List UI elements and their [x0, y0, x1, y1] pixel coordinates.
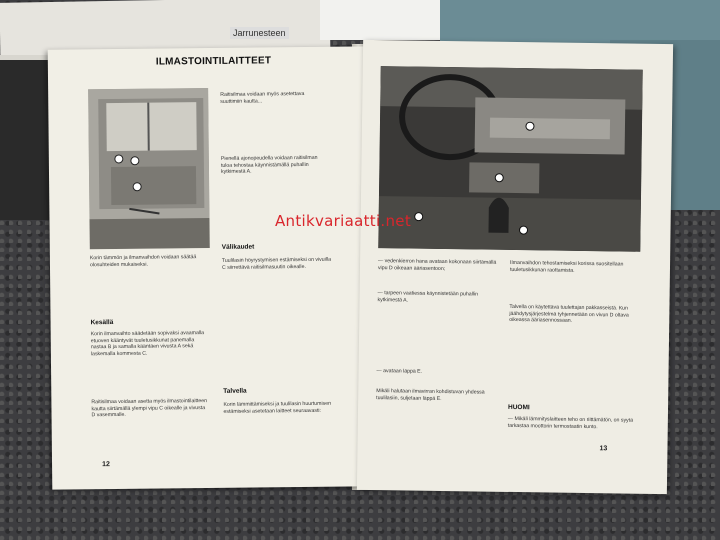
right-text-2: — tarpeen vaatiessa käynnistetään puhallin kytkimestä A. [377, 290, 479, 304]
intro-text-1: Raitisilmaa voidaan myös asetettava suuttimiin kautta... [220, 91, 305, 105]
booklet-page-right [357, 40, 673, 494]
talvella-text: Korin lämmittämiseksi ja tuulilasin huurtumisen estämiseksi asetetaan laitteet seuraavasti: [223, 400, 332, 415]
booklet-page-left [48, 46, 373, 489]
page-number-right: 13 [599, 445, 608, 453]
intro-text-2: Pienellä ajonopeudella voidaan raitisilman tuloa tehostaa käynnistämällä puhallin kytkimestä A. [220, 154, 318, 176]
valikaudet-text: Tuulilasin höyrystymisen estämiseksi on vivuilla C siirrettävä raitisilmasuutin oikealle. [221, 256, 332, 271]
background-doc-label: Jarrunesteen [230, 28, 289, 38]
right-text-1: — vedenkierron hana avataan kokonaan siirtämällä vipu D oikeaan ääriasentoon; [377, 258, 497, 272]
right-col2-text-2: Talvella on käytettävä tuulettajan pakkasseistä. Kun jäähdytysjärjestelmä tyhjennetään on vivun D oltava oikeassa ääriasennossaan. [509, 303, 629, 324]
heading-valikaudet: Välikaudet [221, 243, 255, 251]
heading-talvella: Talvella [223, 387, 247, 395]
background-paper-top [320, 0, 460, 40]
right-col2-text: Ilmanvaihdon tehostamiseksi korissa suositellaan tuuletusikkunan raottamista. [509, 259, 624, 274]
watermark-text: Antikvariaatti.net [275, 212, 412, 230]
right-text-4: Mikäli halutaan ilmavirran kohdistuvan yhdessä tuulilasiin, suljetaan läppä E. [376, 388, 485, 402]
page-number-left: 12 [102, 461, 110, 469]
huomi-heading: HUOMI [507, 403, 530, 412]
dashboard-photo [378, 66, 643, 252]
kesalla-text: Korin ilmanvaihto säädetään sopivaksi avaamalla etuoven kääntyvät tuuletusikkunat panemalla nastaa B ja samalla kääntäen vivusta A sekä laskemalla kommesta C. [90, 330, 205, 358]
page-title: ILMASTOINTILAITTEET [155, 55, 272, 68]
kesalla-text-2: Raitisilmaa voidaan asetta myös ilmastointilaitteen kautta siirtämällä ylempi vipu C oikealle ja vivusta D vasemmalle. [91, 398, 208, 419]
heading-kesalla: Kesällä [90, 319, 114, 327]
car-door-photo [88, 88, 210, 249]
right-text-3: — avataan läppä E. [376, 368, 423, 375]
huomi-text: — Mikäli lämmityslaitteen teho on riittämätön, on syytä tarkastaa moottorin termostaatin kunto. [507, 415, 634, 430]
left-caption: Korin tämmön ja ilmanvaihdon voidaan säätää olosuhteiden mukaiseksi. [89, 254, 197, 268]
